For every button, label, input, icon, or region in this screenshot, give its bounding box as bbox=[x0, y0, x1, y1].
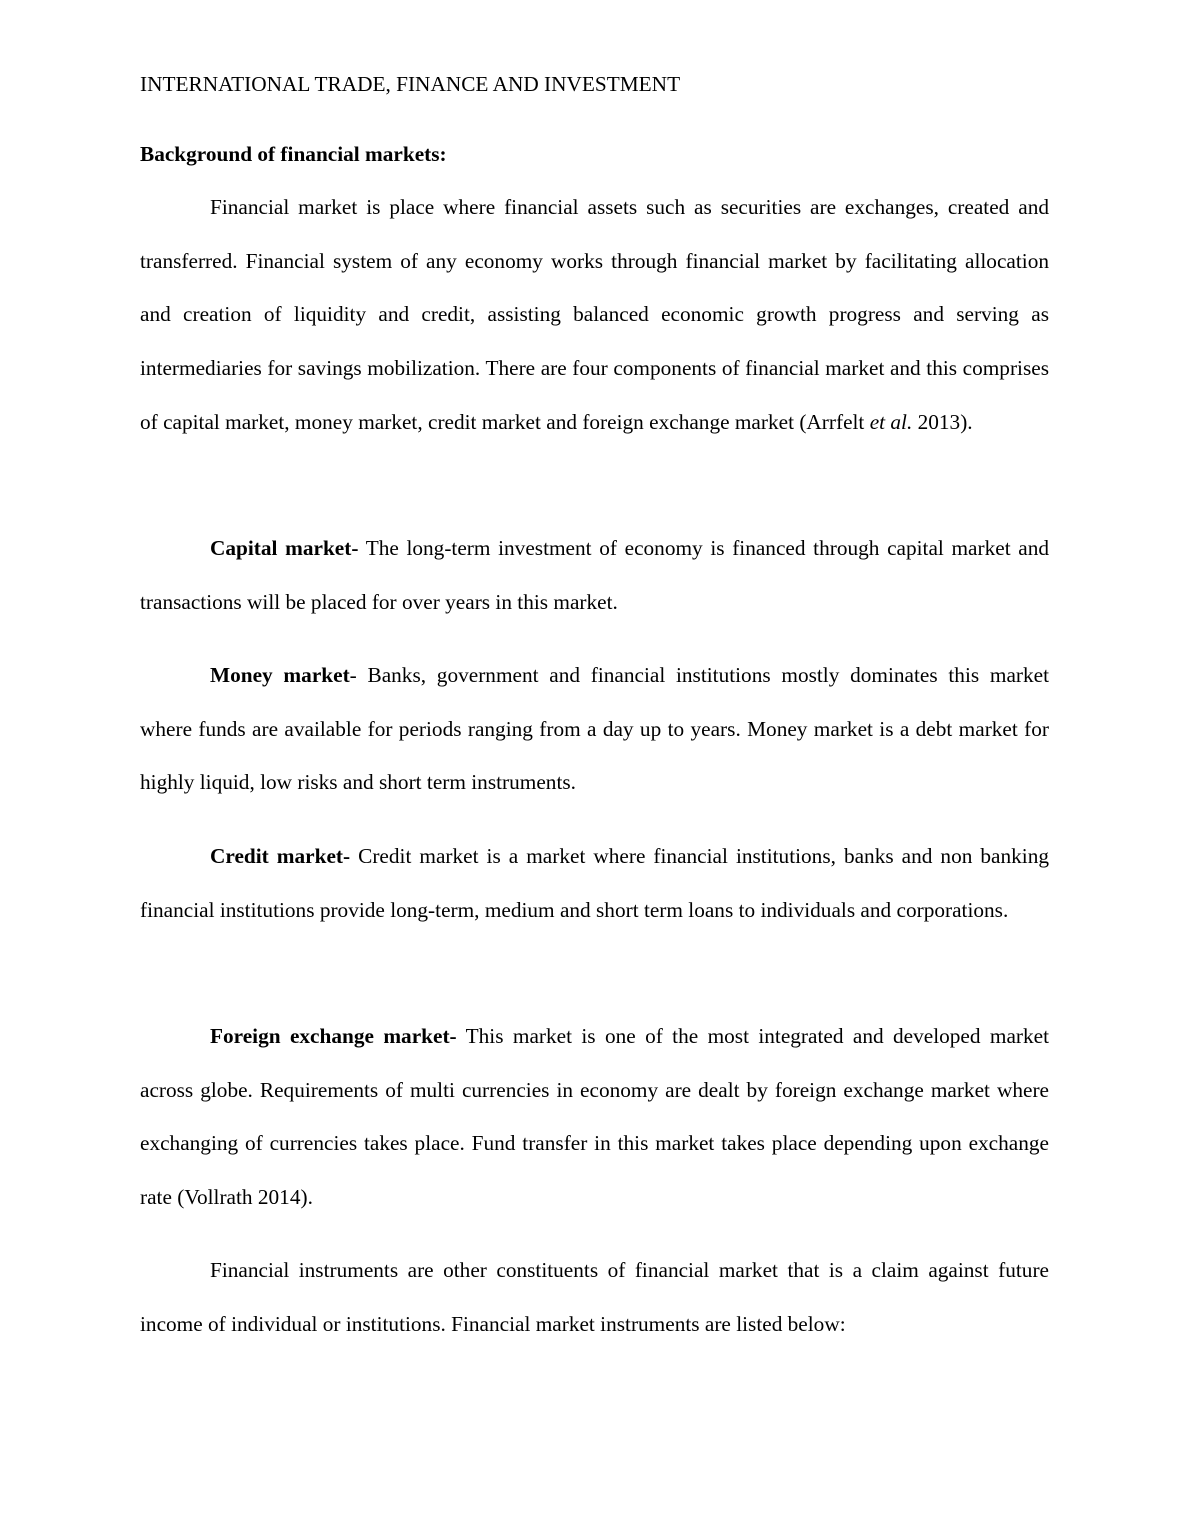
intro-paragraph bbox=[140, 181, 1049, 450]
intro-citation-italic: et al. bbox=[869, 409, 913, 434]
credit-market-paragraph bbox=[140, 830, 1049, 937]
running-head: INTERNATIONAL TRADE, FINANCE AND INVESTMENT bbox=[140, 72, 681, 96]
foreign-exchange-market-term: Foreign exchange market- bbox=[210, 1024, 457, 1048]
intro-text-end: 2013). bbox=[912, 409, 973, 434]
capital-market-term: Capital market- bbox=[210, 536, 359, 560]
section-heading: Background of financial markets: bbox=[140, 142, 447, 166]
money-market-term: Money market bbox=[210, 663, 350, 687]
instruments-text: Financial instruments are other constituents of financial market that is a claim against future income of individual or institutions. Financial market instruments are listed below: bbox=[140, 1258, 1049, 1336]
money-market-paragraph bbox=[140, 649, 1049, 810]
intro-text: Financial market is place where financial assets such as securities are exchanges, created and transferred. Financial system of any economy works through financial market by facilitating allocation and creation of liquidity and credit, assisting balanced economic growth progress and serving as intermediaries for savings mobilization. There are four components of financial market and this comprises of capital market, money market, credit market and foreign exchange market (Arrfelt bbox=[140, 195, 1049, 434]
instruments-paragraph bbox=[140, 1244, 1049, 1351]
money-market-text: - Banks, government and financial institutions mostly dominates this market where funds are available for periods ranging from a day up to years. Money market is a debt market for highly liquid, low risks and short term instruments. bbox=[140, 663, 1050, 795]
capital-market-paragraph bbox=[140, 522, 1049, 629]
credit-market-text: Credit market is a market where financial institutions, banks and non banking financial institutions provide long-term, medium and short term loans to individuals and corporations. bbox=[140, 844, 1050, 922]
capital-market-text: The long-term investment of economy is financed through capital market and transactions will be placed for over years in this market. bbox=[140, 536, 1050, 614]
foreign-exchange-market-text: This market is one of the most integrated and developed market across globe. Requirements of multi currencies in economy are dealt by foreign exchange market where exchanging of currencies takes place. Fund transfer in this market takes place depending upon exchange rate (Vollrath 2014). bbox=[140, 1024, 1050, 1210]
foreign-exchange-market-paragraph bbox=[140, 1010, 1049, 1225]
credit-market-term: Credit market- bbox=[210, 844, 351, 868]
